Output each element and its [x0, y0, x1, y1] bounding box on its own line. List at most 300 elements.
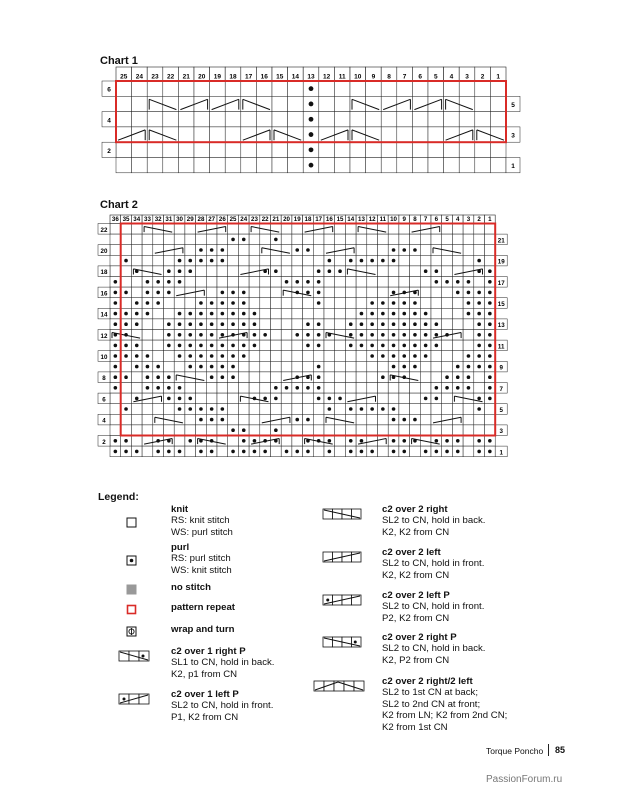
chart-cell: [452, 266, 463, 277]
chart-cell: [281, 393, 292, 404]
chart-cell: [303, 404, 314, 415]
purl-dot: [488, 354, 492, 358]
chart-cell: [292, 234, 303, 245]
purl-dot: [199, 259, 203, 263]
chart-cell: [335, 224, 346, 235]
legend-item: [382, 547, 484, 581]
purl-dot: [488, 333, 492, 337]
chart-cell: [442, 266, 453, 277]
chart-cell: [356, 277, 367, 288]
stitch-number: 31: [165, 216, 173, 223]
stitch-number: 17: [315, 216, 323, 223]
stitch-number: 15: [276, 73, 284, 81]
chart-cell: [463, 425, 474, 436]
chart-cell: [399, 383, 410, 394]
chart-cell: [292, 266, 303, 277]
purl-dot: [146, 354, 150, 358]
chart-cell: [410, 266, 421, 277]
purl-dot: [435, 333, 439, 337]
chart-cell: [217, 234, 228, 245]
chart-cell: [335, 234, 346, 245]
row-number-right: 5: [511, 101, 515, 109]
purl-dot: [413, 312, 417, 316]
purl-dot: [349, 322, 353, 326]
chart-cell: [110, 266, 121, 277]
row-number-right: 1: [511, 163, 515, 171]
chart-cell: [153, 351, 164, 362]
chart-cell: [345, 308, 356, 319]
chart-cell: [485, 425, 496, 436]
chart-cell: [142, 436, 153, 447]
chart-cell: [345, 414, 356, 425]
purl-dot: [124, 450, 128, 454]
purl-dot: [306, 333, 310, 337]
chart-cell: [121, 425, 132, 436]
purl-dot: [210, 344, 214, 348]
legend-item-name: c2 over 2 right/2 left: [382, 676, 473, 687]
chart-cell: [485, 414, 496, 425]
purl-dot: [467, 301, 471, 305]
chart-cell: [142, 425, 153, 436]
purl-dot: [424, 312, 428, 316]
chart-cell: [313, 234, 324, 245]
chart-cell: [399, 234, 410, 245]
chart-cell: [420, 414, 431, 425]
purl-dot: [188, 259, 192, 263]
purl-dot: [456, 291, 460, 295]
chart-cell: [313, 245, 324, 256]
chart-cell: [228, 255, 239, 266]
purl-dot: [124, 259, 128, 263]
row-number-right: 17: [497, 279, 505, 287]
stitch-number: 10: [354, 73, 362, 81]
purl-dot: [199, 312, 203, 316]
legend-item-name: pattern repeat: [171, 602, 235, 613]
chart-cell: [452, 425, 463, 436]
chart-cell: [335, 425, 346, 436]
stitch-number: 21: [272, 216, 280, 223]
stitch-number: 6: [418, 73, 423, 81]
chart-cell: [260, 414, 271, 425]
purl-dot: [188, 407, 192, 411]
purl-dot: [317, 301, 321, 305]
purl-dot: [445, 450, 449, 454]
chart-cell: [367, 277, 378, 288]
purl-dot: [167, 269, 171, 273]
chart-cell: [238, 277, 249, 288]
purl-dot: [456, 386, 460, 390]
chart-cell: [431, 298, 442, 309]
chart-cell: [271, 330, 282, 341]
chart-cell: [153, 234, 164, 245]
chart-cell: [281, 266, 292, 277]
purl-dot: [413, 344, 417, 348]
row-number-left: 12: [100, 332, 108, 340]
chart-cell: [420, 372, 431, 383]
chart-cell: [463, 446, 474, 457]
purl-dot: [156, 291, 160, 295]
chart-cell: [238, 372, 249, 383]
chart-cell: [335, 404, 346, 415]
chart-cell: [452, 308, 463, 319]
purl-dot: [114, 450, 118, 454]
purl-dot: [124, 291, 128, 295]
chart-cell: [378, 446, 389, 457]
legend-item-name: c2 over 2 right: [382, 504, 448, 515]
chart-cell: [153, 340, 164, 351]
purl-dot: [381, 375, 385, 379]
chart-cell: [206, 266, 217, 277]
purl-dot: [135, 312, 139, 316]
purl-dot: [178, 280, 182, 284]
chart-cell: [303, 266, 314, 277]
purl-dot: [114, 280, 118, 284]
chart-cell: [281, 255, 292, 266]
chart-cell: [153, 245, 164, 256]
chart-cell: [313, 425, 324, 436]
chart-cell: [281, 319, 292, 330]
chart-cell: [303, 425, 314, 436]
purl-dot: [146, 280, 150, 284]
chart-cell: [217, 436, 228, 447]
chart-cell: [431, 287, 442, 298]
purl-dot: [402, 365, 406, 369]
chart-cell: [356, 351, 367, 362]
purl-dot: [231, 375, 235, 379]
chart-cell: [206, 425, 217, 436]
chart-cell: [303, 308, 314, 319]
chart-cell: [474, 372, 485, 383]
purl-dot: [146, 365, 150, 369]
chart-cell: [131, 404, 142, 415]
chart-cell: [356, 245, 367, 256]
chart-cell: [217, 393, 228, 404]
row-number-left: 2: [107, 147, 111, 155]
chart-cell: [271, 287, 282, 298]
row-number-right: 9: [499, 364, 503, 372]
purl-dot: [488, 280, 492, 284]
legend-item-name: c2 over 1 right P: [171, 646, 246, 657]
stitch-number: 11: [379, 216, 387, 223]
chart-cell: [410, 224, 421, 235]
chart-cell: [485, 255, 496, 266]
chart-cell: [388, 425, 399, 436]
chart-cell: [463, 319, 474, 330]
purl-dot: [178, 333, 182, 337]
purl-dot: [242, 354, 246, 358]
stitch-number: 5: [445, 216, 449, 223]
stitch-number: 8: [387, 73, 391, 81]
chart-cell: [345, 234, 356, 245]
chart-cell: [185, 298, 196, 309]
purl-dot: [178, 322, 182, 326]
chart-cell: [367, 372, 378, 383]
chart-cell: [153, 330, 164, 341]
purl-dot: [242, 301, 246, 305]
purl-dot: [360, 312, 364, 316]
purl-dot: [221, 248, 225, 252]
legend-item: [171, 602, 235, 613]
chart-cell: [378, 393, 389, 404]
legend-item-description: RS: knit stitch: [171, 515, 230, 527]
chart-cell: [303, 255, 314, 266]
chart-cell: [378, 383, 389, 394]
purl-dot: [188, 354, 192, 358]
purl-dot: [392, 407, 396, 411]
chart-cell: [153, 319, 164, 330]
chart-cell: [399, 277, 410, 288]
chart-cell: [442, 224, 453, 235]
chart-cell: [249, 372, 260, 383]
purl-dot: [210, 375, 214, 379]
purl-dot: [477, 439, 481, 443]
chart-cell: [292, 425, 303, 436]
chart-cell: [420, 383, 431, 394]
chart-cell: [271, 308, 282, 319]
purl-dot: [467, 280, 471, 284]
chart-cell: [345, 287, 356, 298]
chart-cell: [485, 404, 496, 415]
purl-dot: [178, 259, 182, 263]
chart-cell: [292, 340, 303, 351]
legend-symbol-part: [128, 606, 136, 614]
purl-dot: [392, 365, 396, 369]
chart-cell: [185, 224, 196, 235]
legend-item-name: wrap and turn: [171, 624, 235, 635]
chart-cell: [110, 224, 121, 235]
chart-cell: [388, 224, 399, 235]
stitch-number: 4: [449, 73, 454, 81]
purl-dot: [424, 344, 428, 348]
purl-dot: [488, 301, 492, 305]
chart-cell: [164, 361, 175, 372]
purl-dot: [295, 450, 299, 454]
purl-dot: [381, 301, 385, 305]
purl-dot: [477, 344, 481, 348]
chart-cell: [410, 372, 421, 383]
purl-dot: [317, 280, 321, 284]
legend-symbol-part: [130, 559, 134, 563]
purl-dot: [295, 280, 299, 284]
purl-dot: [456, 365, 460, 369]
purl-dot: [456, 280, 460, 284]
chart-cell: [228, 436, 239, 447]
purl-dot: [349, 259, 353, 263]
purl-dot: [370, 312, 374, 316]
chart-cell: [185, 245, 196, 256]
chart-cell: [356, 414, 367, 425]
chart-cell: [174, 361, 185, 372]
purl-dot: [381, 354, 385, 358]
chart-cell: [335, 287, 346, 298]
purl-dot: [274, 428, 278, 432]
stitch-number: 33: [144, 216, 151, 223]
chart-cell: [474, 277, 485, 288]
chart-cell: [174, 436, 185, 447]
footer-separator: [548, 744, 549, 756]
purl-dot: [328, 397, 332, 401]
purl-dot: [467, 291, 471, 295]
purl-dot: [124, 322, 128, 326]
chart-cell: [281, 436, 292, 447]
row-number-right: 11: [497, 343, 505, 351]
chart-cell: [260, 383, 271, 394]
purl-dot: [167, 397, 171, 401]
stitch-number: 24: [240, 216, 248, 223]
purl-dot: [392, 291, 396, 295]
purl-dot: [413, 365, 417, 369]
chart-cell: [153, 404, 164, 415]
chart-cell: [142, 446, 153, 457]
chart-cell: [452, 404, 463, 415]
chart-cell: [271, 298, 282, 309]
purl-dot: [156, 280, 160, 284]
chart-cell: [271, 404, 282, 415]
chart-cell: [281, 340, 292, 351]
purl-dot: [135, 354, 139, 358]
chart-cell: [238, 361, 249, 372]
purl-dot: [488, 344, 492, 348]
chart-cell: [260, 340, 271, 351]
purl-dot: [477, 407, 481, 411]
chart-cell: [271, 255, 282, 266]
purl-dot: [402, 344, 406, 348]
chart-cell: [474, 425, 485, 436]
purl-dot: [167, 344, 171, 348]
chart-cell: [249, 277, 260, 288]
stitch-number: 23: [251, 216, 258, 223]
purl-dot: [402, 248, 406, 252]
purl-dot: [435, 344, 439, 348]
purl-dot: [274, 397, 278, 401]
chart-cell: [260, 234, 271, 245]
legend-item: [171, 542, 232, 576]
chart-cell: [174, 234, 185, 245]
chart-cell: [356, 383, 367, 394]
chart-cell: [367, 425, 378, 436]
legend-symbol-part: [123, 698, 126, 701]
chart-cell: [281, 425, 292, 436]
purl-dot: [392, 322, 396, 326]
no-stitch-icon: [126, 584, 138, 596]
legend-item-description: K2, p1 from CN: [171, 668, 238, 680]
purl-dot: [124, 439, 128, 443]
chart-cell: [335, 436, 346, 447]
chart-cell: [260, 372, 271, 383]
legend-item-name: knit: [171, 504, 189, 515]
stitch-number: 17: [244, 73, 253, 81]
chart-cell: [474, 414, 485, 425]
chart-cell: [463, 245, 474, 256]
purl-dot: [381, 259, 385, 263]
purl-dot: [178, 450, 182, 454]
purl-dot: [488, 397, 492, 401]
purl-dot: [135, 322, 139, 326]
stitch-number: 19: [213, 73, 222, 81]
chart-cell: [442, 361, 453, 372]
chart-cell: [367, 287, 378, 298]
row-number-left: 8: [102, 375, 106, 383]
purl-dot: [221, 312, 225, 316]
purl-dot: [488, 386, 492, 390]
purl-dot: [360, 407, 364, 411]
chart-cell: [303, 361, 314, 372]
chart-cell: [131, 330, 142, 341]
purl-dot: [199, 450, 203, 454]
purl-dot: [370, 259, 374, 263]
chart-cell: [260, 298, 271, 309]
chart-cell: [271, 224, 282, 235]
row-number-right: 3: [511, 132, 515, 140]
chart-cell: [142, 330, 153, 341]
purl-dot: [488, 365, 492, 369]
purl-dot: [477, 259, 481, 263]
stitch-number: 4: [456, 216, 460, 223]
stitch-number: 18: [229, 73, 237, 81]
chart-cell: [313, 404, 324, 415]
purl-dot: [114, 439, 118, 443]
chart-cell: [335, 340, 346, 351]
chart-cell: [335, 308, 346, 319]
purl-dot: [210, 322, 214, 326]
stitch-number: 12: [368, 216, 376, 223]
chart-cell: [345, 361, 356, 372]
purl-dot: [285, 386, 289, 390]
chart-cell: [271, 446, 282, 457]
purl-dot: [349, 333, 353, 337]
chart-cell: [431, 255, 442, 266]
chart-cell: [442, 319, 453, 330]
chart-cell: [442, 404, 453, 415]
legend-item: [382, 504, 485, 538]
chart-cell: [131, 234, 142, 245]
chart-cell: [121, 224, 132, 235]
purl-dot: [221, 301, 225, 305]
chart-cell: [378, 224, 389, 235]
purl-dot: [221, 322, 225, 326]
purl-dot: [360, 344, 364, 348]
legend-item-name: no stitch: [171, 582, 211, 593]
chart-cell: [335, 255, 346, 266]
legend-symbol-part: [142, 655, 145, 658]
chart-cell: [228, 224, 239, 235]
purl-dot: [135, 450, 139, 454]
chart-cell: [142, 234, 153, 245]
chart-cell: [335, 446, 346, 457]
purl-dot: [360, 322, 364, 326]
chart-cell: [217, 425, 228, 436]
purl-dot: [370, 333, 374, 337]
chart-cell: [431, 404, 442, 415]
legend-item-description: SL2 to CN, hold in front.: [382, 558, 485, 570]
purl-dot: [274, 386, 278, 390]
purl-dot: [253, 450, 257, 454]
legend-item-description: SL2 to CN, hold in back.: [382, 643, 486, 655]
legend-item-name: c2 over 2 left P: [382, 590, 450, 601]
chart-cell: [345, 383, 356, 394]
purl-dot: [210, 312, 214, 316]
stitch-number: 23: [151, 73, 159, 81]
chart-cell: [260, 277, 271, 288]
purl-dot: [488, 439, 492, 443]
chart-cell: [238, 245, 249, 256]
chart-cell: [431, 308, 442, 319]
purl-dot: [114, 322, 118, 326]
purl-dot: [210, 407, 214, 411]
chart-cell: [228, 383, 239, 394]
purl-dot: [114, 365, 118, 369]
purl-dot: [413, 301, 417, 305]
